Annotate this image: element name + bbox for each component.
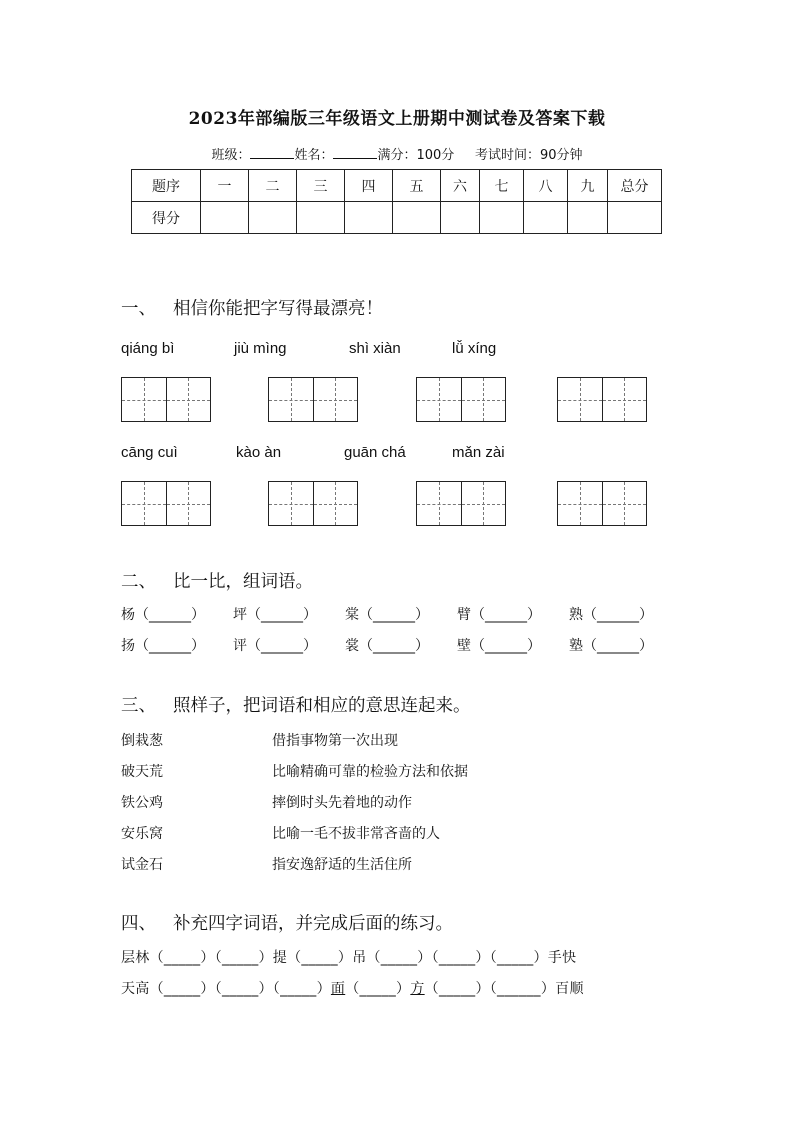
score-header-cell: 七 [480, 170, 524, 202]
section1-number: 一、 [121, 299, 156, 319]
idiom-fill-segment: （_____） [345, 981, 411, 997]
idiom-fill-segment: （_____）（______）百顺 [424, 981, 584, 997]
word-pair-item: 臂（______） [457, 607, 541, 623]
class-blank[interactable] [250, 146, 294, 159]
full-score-label: 满分：100分 [377, 148, 455, 163]
word-pair-item: 坪（______） [233, 607, 317, 623]
word-pair-item: 熟（______） [569, 607, 653, 623]
class-label: 班级： [211, 148, 251, 163]
pinyin-label: qiáng bì [121, 340, 175, 357]
idiom-fill-segment: 天高（_____）（_____）（_____） [121, 981, 331, 997]
score-cell[interactable] [345, 202, 393, 234]
writing-grid[interactable] [557, 377, 647, 422]
exam-info [0, 144, 794, 163]
section3-number: 三、 [121, 696, 156, 716]
page-title: 2023年部编版三年级语文上册期中测试卷及答案下载 [188, 109, 606, 129]
section3-heading [121, 692, 471, 717]
section4-heading [121, 910, 453, 935]
pinyin-label: kào àn [236, 444, 282, 461]
meaning-item[interactable]: 借指事物第一次出现 [272, 733, 398, 749]
name-blank[interactable] [333, 146, 377, 159]
meaning-item[interactable]: 指安逸舒适的生活住所 [272, 857, 412, 873]
score-header-cell: 总分 [608, 170, 662, 202]
writing-grid[interactable] [121, 377, 211, 422]
section1-heading [121, 295, 383, 320]
score-header-cell: 题序 [132, 170, 201, 202]
score-cell[interactable] [568, 202, 608, 234]
idiom-item[interactable]: 倒栽葱 [121, 733, 163, 749]
writing-grid[interactable] [268, 481, 358, 526]
score-header-cell: 二 [249, 170, 297, 202]
pinyin-label: guān chá [344, 444, 406, 461]
meaning-item[interactable]: 比喻一毛不拔非常吝啬的人 [272, 826, 440, 842]
idiom-item[interactable]: 破天荒 [121, 764, 163, 780]
score-table-score-row [132, 202, 662, 234]
score-header-cell: 四 [345, 170, 393, 202]
writing-grid[interactable] [268, 377, 358, 422]
pinyin-label: mǎn zài [452, 444, 505, 461]
score-cell[interactable] [441, 202, 480, 234]
word-pair-item: 壁（______） [457, 638, 541, 654]
writing-grid[interactable] [557, 481, 647, 526]
section2-title: 比一比，组词语。 [173, 572, 313, 592]
word-pair-item: 杨（______） [121, 607, 205, 623]
score-cell[interactable] [608, 202, 662, 234]
score-cell[interactable] [249, 202, 297, 234]
score-cell[interactable] [524, 202, 568, 234]
score-row-label: 得分 [132, 202, 201, 234]
underlined-char: 方 [410, 981, 425, 997]
section2-heading [121, 568, 313, 593]
word-pair-item: 裳（______） [345, 638, 429, 654]
word-pair-item: 塾（______） [569, 638, 653, 654]
score-cell[interactable] [393, 202, 441, 234]
score-cell[interactable] [297, 202, 345, 234]
pinyin-label: lǚ xíng [452, 340, 497, 357]
writing-grid[interactable] [416, 377, 506, 422]
meaning-item[interactable]: 摔倒时头先着地的动作 [272, 795, 412, 811]
underlined-char: 面 [330, 981, 346, 997]
idiom-fill-line-1: 层林（_____）（_____）提（_____）吊（_____）（_____）（_____）手快 [121, 950, 577, 966]
idiom-item[interactable]: 试金石 [121, 857, 163, 873]
pinyin-label: shì xiàn [349, 340, 401, 357]
idiom-item[interactable]: 铁公鸡 [121, 795, 163, 811]
score-header-cell: 一 [201, 170, 249, 202]
section2-number: 二、 [121, 572, 156, 592]
section3-title: 照样子，把词语和相应的意思连起来。 [173, 696, 471, 716]
idiom-item[interactable]: 安乐窝 [121, 826, 163, 842]
name-label: 姓名： [294, 148, 334, 163]
meaning-item[interactable]: 比喻精确可靠的检验方法和依据 [272, 764, 468, 780]
word-pair-item: 棠（______） [345, 607, 429, 623]
section4-number: 四、 [121, 914, 156, 934]
idiom-fill-line-2 [121, 978, 584, 998]
score-table-header-row [132, 170, 662, 202]
exam-time-label: 考试时间：90分钟 [474, 148, 583, 163]
score-header-cell: 五 [393, 170, 441, 202]
word-pair-item: 扬（______） [121, 638, 205, 654]
section4-title: 补充四字词语，并完成后面的练习。 [173, 914, 453, 934]
word-pair-item: 评（______） [233, 638, 317, 654]
writing-grid[interactable] [121, 481, 211, 526]
section1-title: 相信你能把字写得最漂亮！ [173, 299, 383, 319]
score-header-cell: 六 [441, 170, 480, 202]
pinyin-label: cāng cuì [121, 444, 178, 461]
score-cell[interactable] [201, 202, 249, 234]
pinyin-label: jiù mìng [234, 340, 287, 357]
score-header-cell: 三 [297, 170, 345, 202]
score-header-cell: 八 [524, 170, 568, 202]
score-cell[interactable] [480, 202, 524, 234]
score-table [131, 169, 662, 234]
score-header-cell: 九 [568, 170, 608, 202]
writing-grid[interactable] [416, 481, 506, 526]
